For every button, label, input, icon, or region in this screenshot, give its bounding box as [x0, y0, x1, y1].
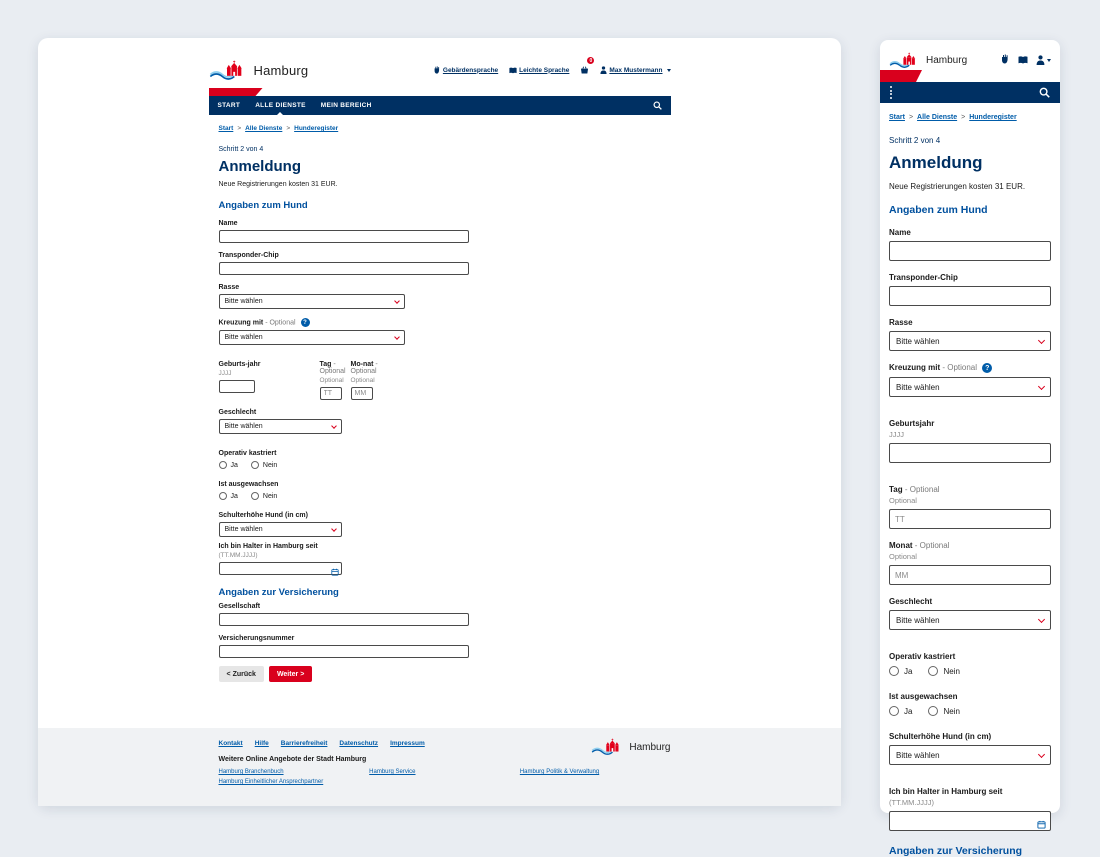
schulterhoehe-select[interactable]: Bitte wählen	[219, 522, 342, 537]
halter-seit-hint: (TT.MM.JJJJ)	[218, 552, 258, 559]
footer-link-datenschutz[interactable]: Datenschutz	[339, 740, 379, 747]
section-heading-dog: Angaben zum Hund	[889, 204, 988, 216]
registration-form	[209, 146, 671, 682]
footer-link-kontakt[interactable]: Kontakt	[218, 740, 243, 747]
tag-hint: Optional	[319, 377, 344, 384]
name-label: Name	[218, 220, 238, 227]
kreuzung-label: Kreuzung mit - Optional ?	[889, 363, 1051, 373]
user-icon	[1036, 55, 1045, 65]
breadcrumb-alle-dienste[interactable]: Alle Dienste	[245, 125, 283, 132]
kastriert-nein-radio[interactable]	[251, 461, 259, 469]
name-input[interactable]	[219, 230, 469, 243]
m-breadcrumb	[889, 114, 1051, 121]
m-easy-language-button[interactable]	[1018, 51, 1028, 69]
ausgewachsen-ja-label[interactable]: Ja	[230, 492, 238, 500]
kastriert-ja-label[interactable]: Ja	[230, 461, 238, 469]
kastriert-label: Operativ kastriert	[889, 652, 956, 661]
breadcrumb-separator: >	[961, 114, 966, 121]
section-heading-insurance: Angaben zur Versicherung	[218, 587, 339, 598]
book-icon	[1018, 56, 1028, 64]
chevron-down-icon	[1038, 750, 1045, 757]
transponder-chip-input[interactable]	[219, 262, 469, 275]
kreuzung-select[interactable]: Bitte wählen	[219, 330, 405, 345]
chevron-down-icon	[1038, 382, 1045, 389]
footer-link-ansprechpartner[interactable]: Hamburg Einheitlicher Ansprechpartner	[218, 779, 324, 785]
rasse-label: Rasse	[218, 284, 240, 291]
help-icon[interactable]: ?	[982, 363, 992, 373]
tag-label: Tag - Optional	[319, 361, 346, 375]
breadcrumb-separator: >	[237, 125, 242, 132]
ausgewachsen-nein-radio[interactable]	[251, 492, 259, 500]
chip-label: Transponder-Chip	[889, 273, 958, 282]
desktop-view	[38, 38, 841, 806]
m-tag-input[interactable]	[889, 509, 1051, 529]
hamburg-logo-icon	[591, 738, 625, 756]
user-icon	[600, 66, 607, 74]
footer-link-service[interactable]: Hamburg Service	[369, 769, 416, 775]
chevron-down-icon	[1047, 59, 1051, 62]
m-monat-input[interactable]	[889, 565, 1051, 585]
m-sign-language-button[interactable]	[1000, 51, 1010, 69]
m-site-header	[880, 40, 1060, 70]
ausgewachsen-ja-radio[interactable]	[219, 492, 227, 500]
ausgewachsen-ja-label[interactable]: Ja	[904, 706, 913, 716]
m-search-button[interactable]	[1039, 87, 1050, 98]
easy-language-link[interactable]: Leichte Sprache	[509, 67, 569, 74]
halter-seit-label: Ich bin Halter in Hamburg seit	[218, 543, 318, 550]
cart-count-badge: 0	[587, 57, 594, 64]
footer-link-barrierefreiheit[interactable]: Barrierefreiheit	[280, 740, 328, 747]
m-geburtsjahr-input[interactable]	[889, 443, 1051, 463]
halter-seit-label: Ich bin Halter in Hamburg seit	[889, 787, 1003, 796]
m-rasse-select[interactable]: Bitte wählen	[889, 331, 1051, 351]
search-button[interactable]	[653, 101, 662, 110]
footer-link-politik[interactable]: Hamburg Politik & Verwaltung	[519, 769, 600, 775]
chevron-down-icon	[394, 334, 400, 340]
m-geschlecht-select[interactable]: Bitte wählen	[889, 610, 1051, 630]
sign-language-icon	[1000, 54, 1010, 64]
brand-name: Hamburg	[926, 54, 968, 66]
schulterhoehe-label: Schulterhöhe Hund (in cm)	[218, 512, 308, 519]
footer-hamburg-logo: Hamburg	[591, 738, 670, 756]
section-heading-dog: Angaben zum Hund	[218, 200, 308, 211]
geschlecht-label: Geschlecht	[889, 597, 933, 606]
halter-seit-hint: (TT.MM.JJJJ)	[889, 798, 934, 807]
monat-hint: Optional	[350, 377, 375, 384]
kastriert-ja-radio[interactable]	[219, 461, 227, 469]
gesellschaft-label: Gesellschaft	[218, 603, 261, 610]
sign-language-icon	[433, 66, 441, 74]
nav-item-mein-bereich[interactable]: MEIN BEREICH	[320, 102, 372, 109]
m-kastriert-nein-radio[interactable]	[928, 666, 938, 676]
geburtsjahr-label: Geburts-jahr	[218, 361, 261, 368]
brand-name: Hamburg	[253, 62, 309, 78]
book-icon	[509, 67, 517, 74]
ausgewachsen-label: Ist ausgewachsen	[889, 692, 958, 701]
search-icon	[653, 101, 662, 110]
intro-text: Neue Registrierungen kosten 31 EUR.	[889, 182, 1026, 191]
nav-item-start[interactable]: START	[217, 102, 241, 109]
calendar-icon[interactable]	[1037, 820, 1046, 829]
footer-link-impressum[interactable]: Impressum	[390, 740, 425, 747]
monat-label: Mo-nat - Optional	[350, 361, 378, 375]
footer-more-title: Weitere Online Angebote der Stadt Hamburg	[218, 756, 367, 763]
nav-item-alle-dienste[interactable]: ALLE DIENSTE	[255, 102, 306, 109]
halter-seit-input[interactable]	[219, 562, 342, 575]
m-halter-seit-input[interactable]	[889, 811, 1051, 831]
breadcrumb-start[interactable]: Start	[889, 114, 905, 121]
ausgewachsen-nein-label[interactable]: Nein	[262, 492, 278, 500]
ausgewachsen-nein-label[interactable]: Nein	[943, 706, 960, 716]
m-ausgewachsen-ja-radio[interactable]	[889, 706, 899, 716]
red-accent-tab	[209, 88, 263, 96]
calendar-icon[interactable]	[331, 568, 339, 576]
rasse-select[interactable]: Bitte wählen	[219, 294, 405, 309]
geburtsjahr-input[interactable]	[219, 380, 255, 393]
footer-link-hilfe[interactable]: Hilfe	[254, 740, 269, 747]
monat-hint: Optional	[889, 552, 917, 561]
hamburg-logo[interactable]	[209, 60, 309, 81]
chevron-down-icon	[667, 69, 671, 72]
main-navigation	[209, 96, 671, 115]
monat-input[interactable]	[351, 387, 373, 400]
kastriert-ja-label[interactable]: Ja	[904, 666, 913, 676]
breadcrumb-start[interactable]: Start	[218, 125, 234, 132]
help-icon[interactable]: ?	[301, 318, 310, 327]
ausgewachsen-label: Ist ausgewachsen	[218, 481, 279, 488]
menu-kebab-icon[interactable]	[890, 86, 892, 99]
gesellschaft-input[interactable]	[219, 613, 469, 626]
m-hamburg-logo[interactable]	[889, 52, 967, 69]
geschlecht-label: Geschlecht	[218, 409, 257, 416]
back-button[interactable]: < Zurück	[219, 666, 264, 682]
breadcrumb	[209, 125, 671, 132]
mobile-view	[880, 40, 1060, 857]
step-indicator: Schritt 2 von 4	[218, 146, 264, 153]
breadcrumb-hunderegister[interactable]: Hunderegister	[294, 125, 339, 132]
tag-hint: Optional	[889, 496, 917, 505]
geburtsjahr-label: Geburtsjahr	[889, 419, 935, 428]
footer-link-branchenbuch[interactable]: Hamburg Branchenbuch	[218, 769, 284, 775]
kastriert-label: Operativ kastriert	[218, 450, 277, 457]
name-label: Name	[889, 228, 911, 237]
breadcrumb-separator: >	[286, 125, 291, 132]
versicherungsnummer-input[interactable]	[219, 645, 469, 658]
m-transponder-chip-input[interactable]	[889, 286, 1051, 306]
kreuzung-label: Kreuzung mit - Optional ?	[219, 318, 671, 327]
chevron-down-icon	[1038, 336, 1045, 343]
monat-label: Monat - Optional	[889, 541, 950, 550]
breadcrumb-separator: >	[908, 114, 914, 121]
m-kastriert-ja-radio[interactable]	[889, 666, 899, 676]
tag-input[interactable]	[320, 387, 342, 400]
geschlecht-select[interactable]: Bitte wählen	[219, 419, 342, 434]
hamburg-logo-icon	[889, 52, 921, 69]
site-header	[209, 38, 671, 86]
user-menu[interactable]: Max Mustermann	[600, 66, 670, 74]
m-ausgewachsen-nein-radio[interactable]	[928, 706, 938, 716]
red-accent-tab	[880, 70, 922, 82]
birthdate-fields	[219, 361, 671, 400]
header-utility-links	[433, 57, 671, 79]
page-title: Anmeldung	[889, 153, 983, 172]
versicherungsnummer-label: Versicherungsnummer	[218, 635, 295, 642]
breadcrumb-alle-dienste[interactable]: Alle Dienste	[917, 114, 958, 121]
basket-icon	[580, 66, 589, 74]
m-user-menu[interactable]	[1036, 55, 1051, 65]
section-heading-insurance: Angaben zur Versicherung	[889, 845, 1023, 857]
cart-button[interactable]	[580, 57, 593, 79]
m-main-navigation	[880, 82, 1060, 103]
site-footer	[38, 728, 841, 806]
chevron-down-icon	[394, 298, 400, 304]
step-indicator: Schritt 2 von 4	[889, 136, 941, 145]
chevron-down-icon	[331, 526, 337, 532]
kastriert-nein-label[interactable]: Nein	[262, 461, 278, 469]
rasse-label: Rasse	[889, 318, 913, 327]
geburtsjahr-hint: JJJJ	[889, 430, 904, 439]
chevron-down-icon	[1038, 615, 1045, 622]
page-title: Anmeldung	[218, 158, 301, 175]
intro-text: Neue Registrierungen kosten 31 EUR.	[218, 181, 338, 188]
m-name-input[interactable]	[889, 241, 1051, 261]
chip-label: Transponder-Chip	[218, 252, 279, 259]
active-tab-indicator	[277, 112, 283, 115]
tag-label: Tag - Optional	[889, 485, 940, 494]
sign-language-link[interactable]: Gebärdensprache	[433, 66, 498, 74]
hamburg-logo-icon	[209, 60, 249, 81]
m-kreuzung-select[interactable]: Bitte wählen	[889, 377, 1051, 397]
chevron-down-icon	[331, 423, 337, 429]
breadcrumb-hunderegister[interactable]: Hunderegister	[969, 114, 1017, 121]
search-icon	[1039, 87, 1050, 98]
geburtsjahr-hint: JJJJ	[218, 370, 232, 377]
schulterhoehe-label: Schulterhöhe Hund (in cm)	[889, 732, 992, 741]
next-button[interactable]: Weiter >	[269, 666, 312, 682]
kastriert-nein-label[interactable]: Nein	[943, 666, 960, 676]
m-schulterhoehe-select[interactable]: Bitte wählen	[889, 745, 1051, 765]
